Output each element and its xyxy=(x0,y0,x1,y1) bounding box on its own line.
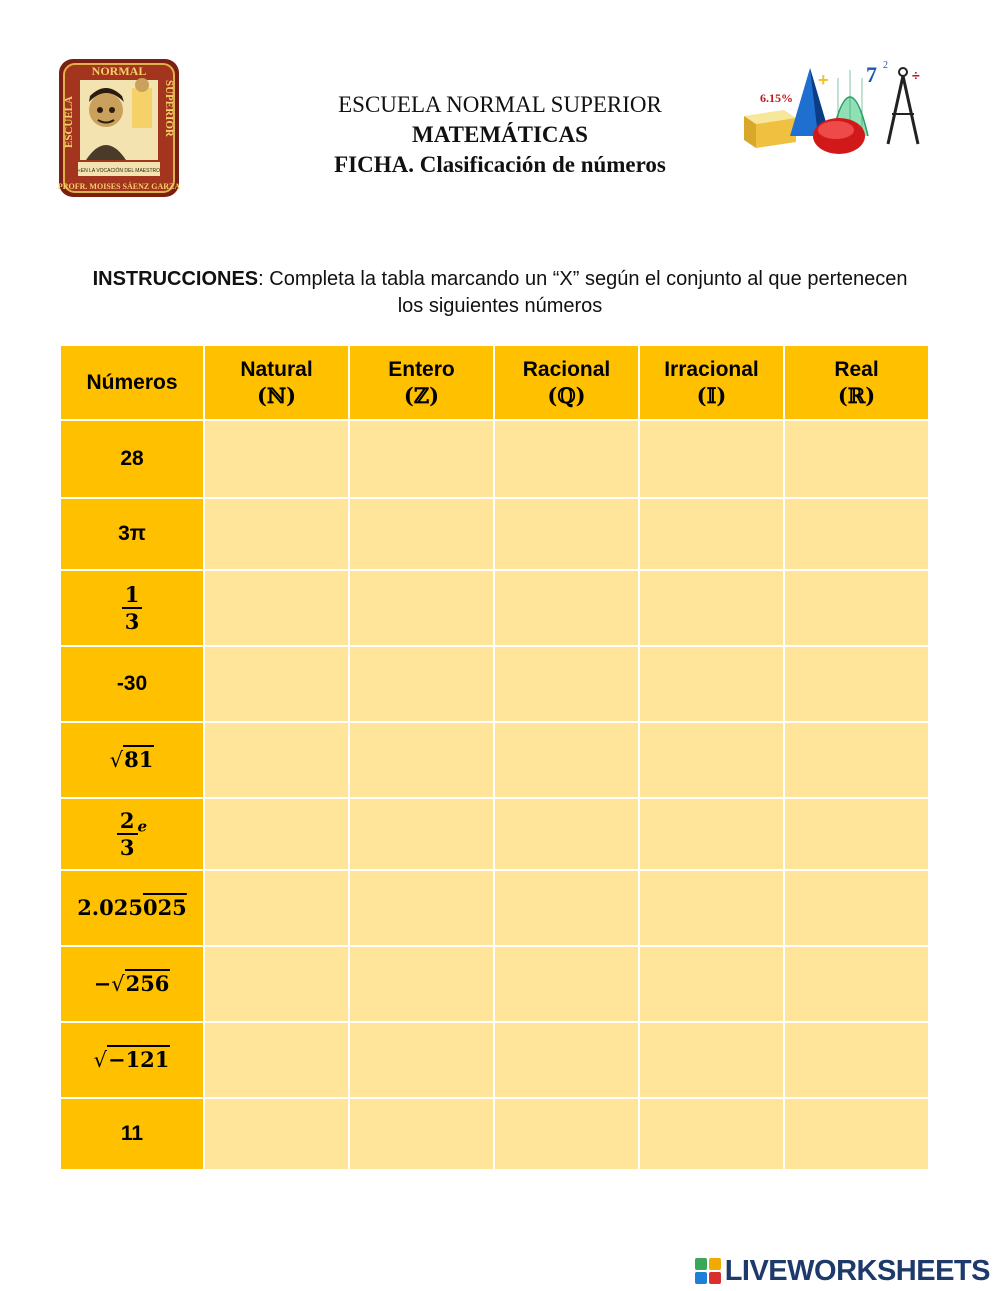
seal-bottom-text: «PROFR. MOISES SÁENZ GARZA» xyxy=(58,182,180,191)
answer-cell-natural[interactable] xyxy=(204,420,349,498)
answer-cell-real[interactable] xyxy=(784,798,929,870)
exponent: e xyxy=(137,817,148,836)
number-cell xyxy=(60,946,204,1022)
table-header-row xyxy=(60,345,929,420)
answer-cell-irracional[interactable] xyxy=(639,722,784,798)
school-seal-logo xyxy=(58,58,180,198)
column-header-real: Real (ℝ) xyxy=(784,345,929,420)
answer-cell-irracional[interactable] xyxy=(639,870,784,946)
percent-label: 6.15% xyxy=(760,91,793,105)
number-cell: 28 xyxy=(60,420,204,498)
column-header-numeros: Números xyxy=(60,345,204,420)
answer-cell-entero[interactable] xyxy=(349,722,494,798)
square-root-expression: √81 xyxy=(109,747,154,772)
answer-cell-real[interactable] xyxy=(784,1098,929,1170)
power-exponent: 2 xyxy=(883,60,888,71)
answer-cell-natural[interactable] xyxy=(204,646,349,722)
answer-cell-entero[interactable] xyxy=(349,870,494,946)
answer-cell-racional[interactable] xyxy=(494,946,639,1022)
repeating-decimal: 2.025025 xyxy=(77,895,187,920)
answer-cell-natural[interactable] xyxy=(204,722,349,798)
seal-left-text: ESCUELA xyxy=(63,96,75,148)
sqrt-symbol: √ xyxy=(93,1048,107,1072)
answer-cell-real[interactable] xyxy=(784,498,929,570)
answer-cell-irracional[interactable] xyxy=(639,420,784,498)
subject-title: MATEMÁTICAS xyxy=(412,122,588,147)
number-cell xyxy=(60,570,204,646)
classification-table xyxy=(59,344,930,1171)
answer-cell-entero[interactable] xyxy=(349,1098,494,1170)
square-root-expression: −√256 xyxy=(93,971,170,996)
answer-cell-racional[interactable] xyxy=(494,1098,639,1170)
answer-cell-racional[interactable] xyxy=(494,1022,639,1098)
answer-cell-racional[interactable] xyxy=(494,646,639,722)
answer-cell-natural[interactable] xyxy=(204,1022,349,1098)
svg-text:+: + xyxy=(818,70,829,90)
answer-cell-real[interactable] xyxy=(784,570,929,646)
table-row xyxy=(60,722,929,798)
answer-cell-entero[interactable] xyxy=(349,570,494,646)
svg-text:«EN LA VOCACIÓN DEL MAESTRO: «EN LA VOCACIÓN DEL MAESTRO xyxy=(77,168,161,174)
number-cell: -30 xyxy=(60,646,204,722)
answer-cell-irracional[interactable] xyxy=(639,1022,784,1098)
sqrt-symbol: √ xyxy=(109,748,124,772)
instructions-label: INSTRUCCIONES xyxy=(92,268,259,290)
answer-cell-racional[interactable] xyxy=(494,870,639,946)
answer-cell-entero[interactable] xyxy=(349,498,494,570)
fraction: $\frac{2}{3}$ xyxy=(117,810,138,858)
answer-cell-natural[interactable] xyxy=(204,798,349,870)
column-header-natural: Natural (ℕ) xyxy=(204,345,349,420)
answer-cell-racional[interactable] xyxy=(494,420,639,498)
table-row xyxy=(60,870,929,946)
worksheet-title: FICHA. Clasificación de números xyxy=(334,152,666,177)
answer-cell-real[interactable] xyxy=(784,646,929,722)
answer-cell-real[interactable] xyxy=(784,420,929,498)
answer-cell-natural[interactable] xyxy=(204,946,349,1022)
column-header-irracional: Irracional (𝕀) xyxy=(639,345,784,420)
answer-cell-entero[interactable] xyxy=(349,798,494,870)
answer-cell-racional[interactable] xyxy=(494,722,639,798)
answer-cell-irracional[interactable] xyxy=(639,498,784,570)
brand-name: LIVEWORKSHEETS xyxy=(724,1254,990,1287)
table-row xyxy=(60,1098,929,1170)
number-cell xyxy=(60,1022,204,1098)
answer-cell-irracional[interactable] xyxy=(639,646,784,722)
answer-cell-entero[interactable] xyxy=(349,646,494,722)
answer-cell-real[interactable] xyxy=(784,1022,929,1098)
table-row xyxy=(60,570,929,646)
answer-cell-irracional[interactable] xyxy=(639,570,784,646)
instructions xyxy=(80,266,920,320)
answer-cell-real[interactable] xyxy=(784,722,929,798)
power-base: 7 xyxy=(866,62,877,87)
answer-cell-real[interactable] xyxy=(784,946,929,1022)
number-cell: 3π xyxy=(60,498,204,570)
column-header-racional: Racional (ℚ) xyxy=(494,345,639,420)
column-header-entero: Entero (ℤ) xyxy=(349,345,494,420)
answer-cell-racional[interactable] xyxy=(494,498,639,570)
answer-cell-entero[interactable] xyxy=(349,1022,494,1098)
table-row xyxy=(60,420,929,498)
number-cell: 11 xyxy=(60,1098,204,1170)
liveworksheets-footer xyxy=(695,1254,990,1288)
answer-cell-natural[interactable] xyxy=(204,570,349,646)
table-row xyxy=(60,1022,929,1098)
answer-cell-irracional[interactable] xyxy=(639,946,784,1022)
table-row xyxy=(60,646,929,722)
table-row xyxy=(60,498,929,570)
seal-right-text: SUPERIOR xyxy=(163,80,175,137)
answer-cell-natural[interactable] xyxy=(204,498,349,570)
sqrt-symbol: √ xyxy=(111,972,125,996)
square-root-expression: √−121 xyxy=(93,1047,170,1072)
number-cell xyxy=(60,798,204,870)
answer-cell-racional[interactable] xyxy=(494,798,639,870)
answer-cell-natural[interactable] xyxy=(204,870,349,946)
answer-cell-entero[interactable] xyxy=(349,946,494,1022)
answer-cell-natural[interactable] xyxy=(204,1098,349,1170)
liveworksheets-badge-icon xyxy=(695,1258,721,1284)
table-row xyxy=(60,798,929,870)
svg-text:÷: ÷ xyxy=(912,67,920,83)
number-cell xyxy=(60,722,204,798)
seal-top-text: NORMAL xyxy=(91,64,147,78)
answer-cell-irracional[interactable] xyxy=(639,1098,784,1170)
school-name: ESCUELA NORMAL SUPERIOR xyxy=(338,92,662,117)
answer-cell-real[interactable] xyxy=(784,870,929,946)
fraction: $\frac{1}{3}$ xyxy=(122,584,143,632)
answer-cell-irracional[interactable] xyxy=(639,798,784,870)
worksheet-header xyxy=(250,90,750,180)
number-cell xyxy=(60,870,204,946)
table-row xyxy=(60,946,929,1022)
math-clipart-logo xyxy=(740,58,940,160)
answer-cell-racional[interactable] xyxy=(494,570,639,646)
answer-cell-entero[interactable] xyxy=(349,420,494,498)
instructions-text: : Completa la tabla marcando un “X” según el conjunto al que pertenecen los siguientes números xyxy=(258,268,908,317)
